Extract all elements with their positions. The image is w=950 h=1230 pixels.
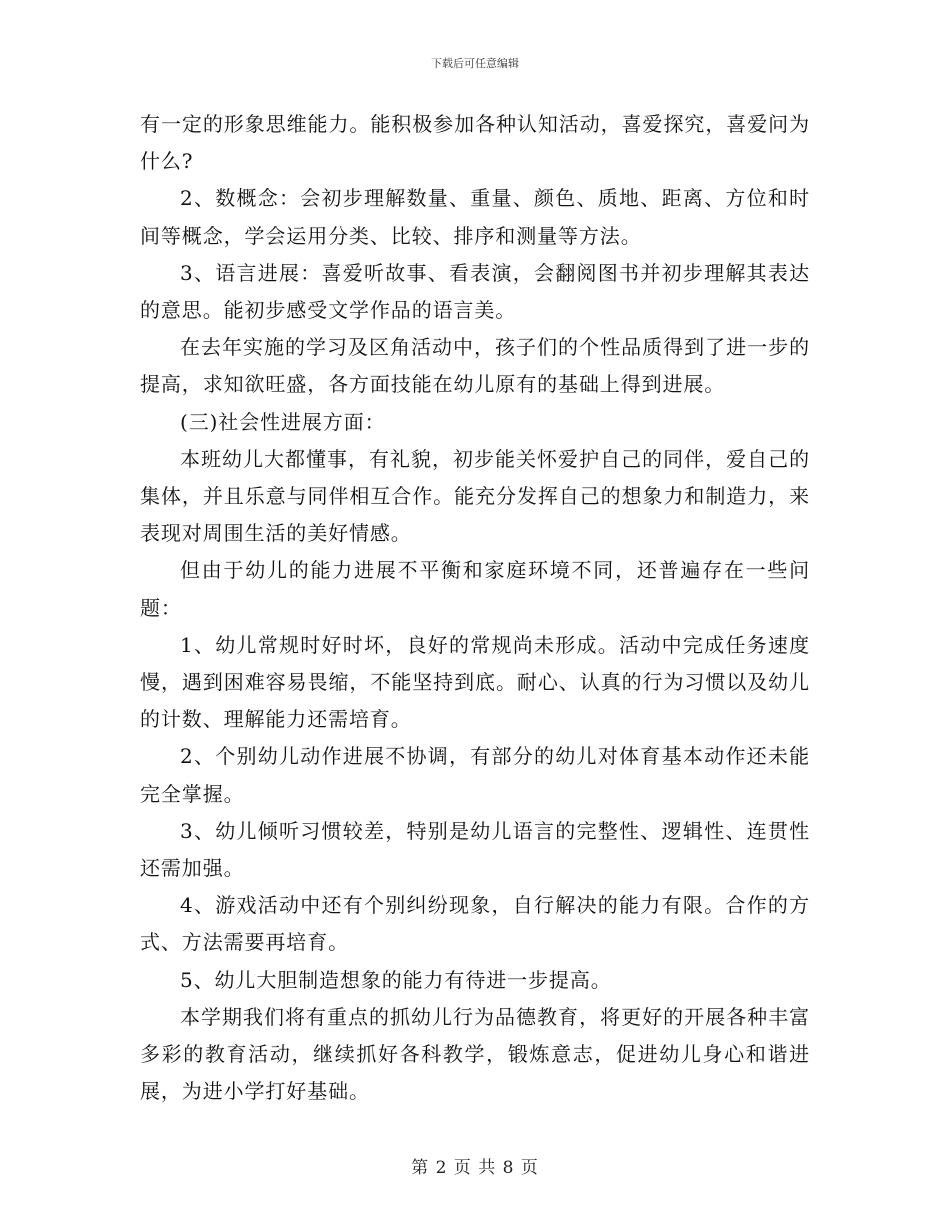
paragraph-2: 2、数概念：会初步理解数量、重量、颜色、质地、距离、方位和时间等概念，学会运用分类、比较、排序和测量等方法。 [140,186,810,248]
section-heading-social: (三)社会性进展方面： [180,409,386,434]
paragraph-8: 1、幼儿常规时好时坏，良好的常规尚未形成。活动中完成任务速度慢，遇到困难容易畏缩，不能坚持到底。耐心、认真的行为习惯以及幼儿的计数、理解能力还需培育。 [140,632,810,732]
paragraph-7: 但由于幼儿的能力进展不平衡和家庭环境不同，还普遍存在一些问题： [140,558,810,620]
paragraph-4: 在去年实施的学习及区角活动中，孩子们的个性品质得到了进一步的提高，求知欲旺盛，各方面技能在幼儿原有的基础上得到进展。 [140,335,810,397]
paragraph-9: 2、个别幼儿动作进展不协调，有部分的幼儿对体育基本动作还未能完全掌握。 [140,744,810,806]
page-header-note: 下载后可任意编辑 [431,57,519,70]
page-number-footer: 第 2 页 共 8 页 [411,1158,539,1178]
document-body [140,106,810,1110]
paragraph-13: 本学期我们将有重点的抓幼儿行为品德教育，将更好的开展各种丰富多彩的教育活动，继续抓好各科教学，锻炼意志，促进幼儿身心和谐进展，为进小学打好基础。 [140,1004,810,1104]
paragraph-10: 3、幼儿倾听习惯较差，特别是幼儿语言的完整性、逻辑性、连贯性还需加强。 [140,818,810,881]
paragraph-1: 有一定的形象思维能力。能积极参加各种认知活动，喜爱探究，喜爱问为什么? [140,112,810,174]
paragraph-11: 4、游戏活动中还有个别纠纷现象，自行解决的能力有限。合作的方式、方法需要再培育。 [140,893,810,955]
paragraph-6: 本班幼儿大都懂事，有礼貌，初步能关怀爱护自己的同伴，爱自己的集体，并且乐意与同伴相互合作。能充分发挥自己的想象力和制造力，来表现对周围生活的美好情感。 [140,446,810,546]
paragraph-12: 5、幼儿大胆制造想象的能力有待进一步提高。 [180,967,612,992]
paragraph-3: 3、语言进展：喜爱听故事、看表演，会翻阅图书并初步理解其表达的意思。能初步感受文学作品的语言美。 [140,260,810,323]
